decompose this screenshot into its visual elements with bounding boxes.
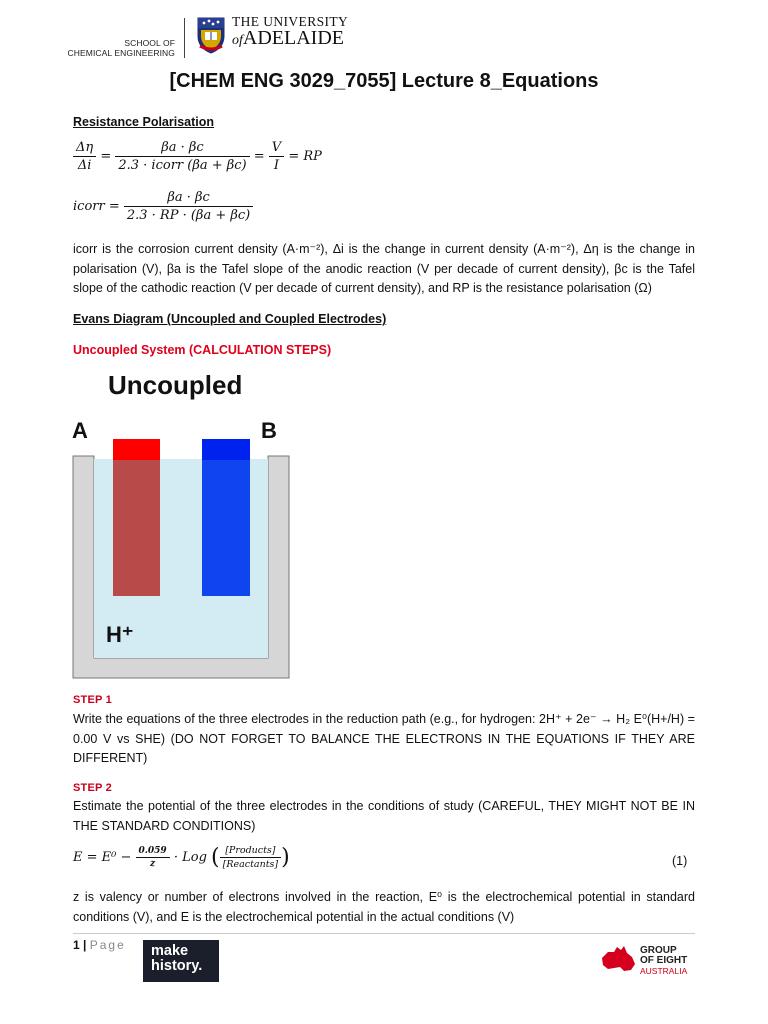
- header-divider: [184, 18, 185, 58]
- footer-divider: [73, 933, 695, 934]
- university-name-line2: ofADELAIDE: [232, 27, 344, 49]
- electrode-b-label: B: [261, 418, 277, 443]
- step-2-label: STEP 2: [73, 782, 112, 794]
- university-name-line1: THE UNIVERSITY: [232, 14, 349, 29]
- group-of-eight-logo: GROUP OF EIGHT AUSTRALIA: [640, 945, 688, 976]
- uncoupled-diagram: [70, 362, 320, 682]
- resistance-description: icorr is the corrosion current density (A·m⁻²), Δi is the change in current density (A·m⁻²), Δη is the change in polarisation (V), βa is the Tafel slope of the anodic reaction (V per decade of current density), βc is the Tafel slope of the cathodic reaction (V per decade of current density), and RP is the resistance polarisation (Ω): [73, 242, 695, 295]
- university-crest-icon: [196, 16, 226, 54]
- electrode-b-top: [202, 439, 250, 460]
- step-2-text: Estimate the potential of the three electrodes in the conditions of study (CAREFUL, THEY MIGHT NOT BE IN THE STANDARD CONDITIONS): [73, 799, 695, 833]
- school-name: SCHOOL OF CHEMICAL ENGINEERING: [67, 38, 175, 58]
- electrode-a: [113, 460, 160, 596]
- nernst-equation: E = E⁰ − $\frac{0.059}{z}$ · Log ( $\frac{\text{[Products]}}{\text{[Reactants]}}$ ): [73, 845, 290, 870]
- evans-heading: Evans Diagram (Uncoupled and Coupled Electrodes): [73, 312, 387, 326]
- resistance-equation-1: $\frac{\Delta\eta}{\Delta i}$ = $\frac{\beta a \cdot \beta c}{\text{2.3 · icorr (βa + βc)}}$ = $\frac{V}{I}$ = RP: [73, 140, 322, 173]
- resistance-equation-2: icorr = $\frac{\beta a \cdot \beta c}{2.3 \cdot RP \cdot (\beta a + \beta c)}$: [73, 190, 253, 223]
- uncoupled-subheading: Uncoupled System (CALCULATION STEPS): [73, 343, 332, 357]
- electrode-a-label: A: [72, 418, 88, 443]
- australia-map-icon: [600, 944, 638, 974]
- diagram-title: Uncoupled: [108, 370, 243, 400]
- nernst-description: z is valency or number of electrons involved in the reaction, E⁰ is the electrochemical potential in standard conditions (V), and E is the electrochemical potential in the actual conditions (V): [73, 890, 695, 924]
- step-1-text: Write the equations of the three electrodes in the reduction path (e.g., for hydrogen: 2H⁺ + 2e⁻ → H₂ E⁰(H+/H) = 0.00 V vs SHE) (DO NOT FORGET TO BALANCE THE ELECTRONS IN THE EQUATIONS IF THEY ARE DIFFERENT): [73, 712, 695, 765]
- equation-number: (1): [672, 854, 688, 868]
- hydrogen-ion-label: H⁺: [106, 622, 134, 647]
- resistance-heading: Resistance Polarisation: [73, 115, 215, 129]
- electrode-a-top: [113, 439, 160, 460]
- electrode-b: [202, 460, 250, 596]
- step-1-label: STEP 1: [73, 694, 112, 706]
- make-history-logo: make history.: [143, 940, 219, 982]
- page-number: 1 | Page: [73, 938, 126, 952]
- page-title: [CHEM ENG 3029_7055] Lecture 8_Equations: [169, 70, 599, 92]
